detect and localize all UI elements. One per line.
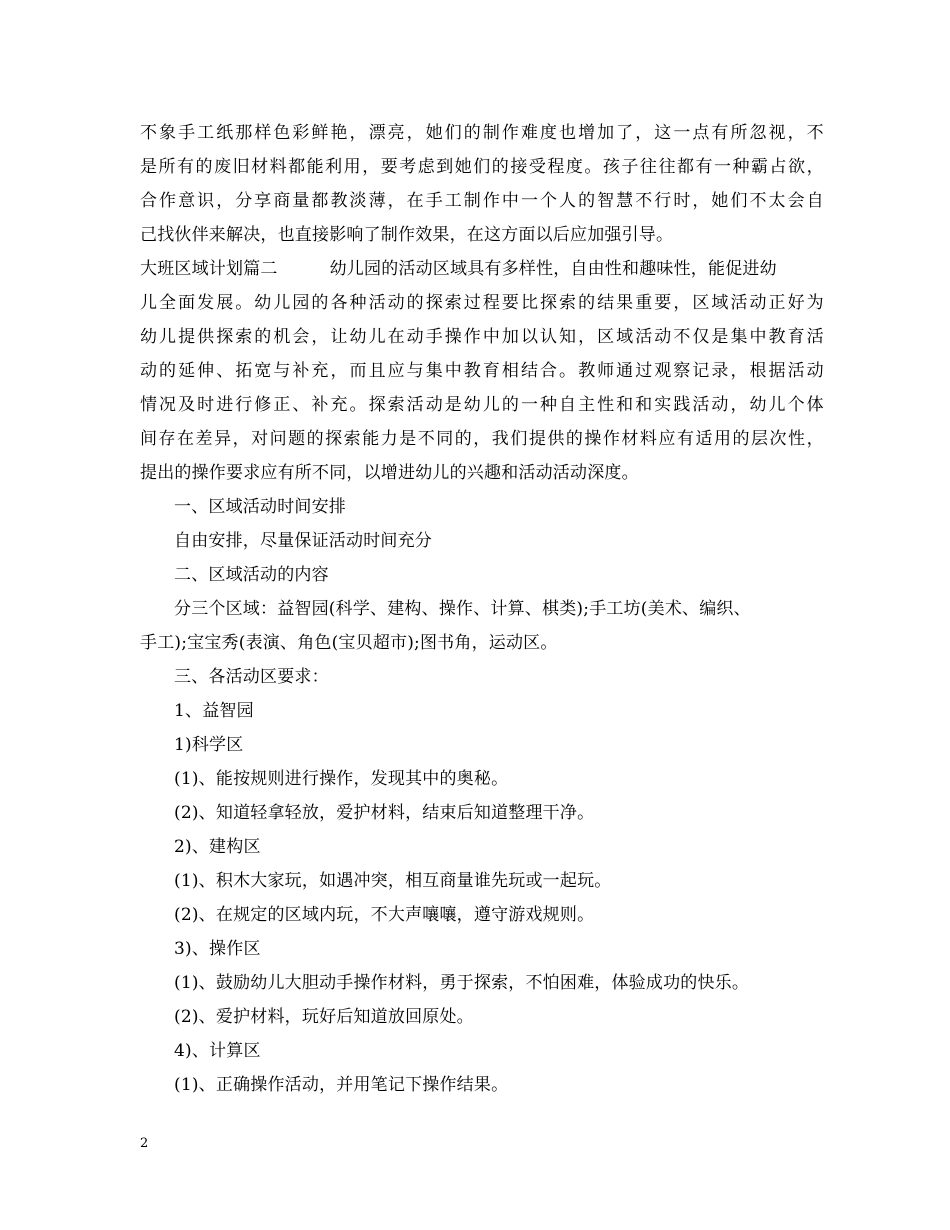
section-first-line: 幼儿园的活动区域具有多样性，自由性和趣味性，能促进幼 — [329, 259, 777, 279]
document-body — [140, 116, 824, 1102]
list-item: (2)、爱护材料，玩好后知道放回原处。 — [174, 1007, 474, 1027]
list-item: (1)、积木大家玩，如遇冲突，相互商量谁先玩或一起玩。 — [174, 871, 612, 891]
paragraph-line: 间 存 在 差 异 ， 对 问 题 的 探 索 能 力 是 不 同 的 ， 我 们 提 供 的 操 作 材 料 应 有 适 用 的 层 次 性 ， — [140, 429, 824, 449]
list-item: (1)、鼓励幼儿大胆动手操作材料，勇于探索，不怕困难，体验成功的快乐。 — [174, 973, 750, 993]
page-number: 2 — [140, 1136, 149, 1151]
subheading-science-area: 1)科学区 — [174, 735, 244, 755]
list-item: (1)、能按规则进行操作，发现其中的奥秘。 — [174, 769, 509, 789]
paragraph-line: 己找伙伴来解决，也直接影响了制作效果，在这方面以后应加强引导。 — [140, 225, 674, 245]
paragraph-line: 情 况 及 时 进 行 修 正 、 补 充 。 探 索 活 动 是 幼 儿 的 一 种 自 主 性 和 和 实 践 活 动 ， 幼 儿 个 体 — [140, 395, 824, 415]
list-item: (2)、在规定的区域内玩，不大声嚷嚷，遵守游戏规则。 — [174, 905, 595, 925]
subheading-puzzle-garden: 1、益智园 — [174, 701, 254, 721]
heading-requirements: 三、各活动区要求： — [174, 667, 329, 687]
heading-time-arrangement: 一、区域活动时间安排 — [174, 497, 346, 517]
paragraph-line: 合 作 意 识 ， 分 享 商 量 都 教 淡 薄 ， 在 手 工 制 作 中 一 个 人 的 智 慧 不 行 时 ， 她 们 不 太 会 自 — [140, 191, 824, 211]
text-line: 手工);宝宝秀(表演、角色(宝贝超市);图书角，运动区。 — [140, 633, 558, 653]
list-item: (1)、正确操作活动，并用笔记下操作结果。 — [174, 1075, 509, 1095]
subheading-calculation-area: 4)、计算区 — [174, 1041, 261, 1061]
section-heading-line — [140, 252, 824, 286]
paragraph-line: 是 所 有 的 废 旧 材 料 都 能 利 用 ， 要 考 虑 到 她 们 的 接 受 程 度 。 孩 子 往 往 都 有 一 种 霸 占 欲 ， — [140, 157, 824, 177]
text-line: 分三个区域：益智园(科学、建构、操作、计算、棋类);手工坊(美术、编织、 — [174, 599, 751, 619]
list-item: (2)、知道轻拿轻放，爱护材料，结束后知道整理干净。 — [174, 803, 595, 823]
heading-activity-content: 二、区域活动的内容 — [174, 565, 329, 585]
paragraph-line: 动 的 延 伸 、 拓 宽 与 补 充 ， 而 且 应 与 集 中 教 育 相 结 合 。 教 师 通 过 观 察 记 录 ， 根 据 活 动 — [140, 361, 824, 381]
paragraph-line: 提出的操作要求应有所不同，以增进幼儿的兴趣和活动活动深度。 — [140, 463, 639, 483]
paragraph-line: 幼 儿 提 供 探 索 的 机 会 ， 让 幼 儿 在 动 手 操 作 中 加 以 认 知 ， 区 域 活 动 不 仅 是 集 中 教 育 活 — [140, 327, 824, 347]
section-title: 大班区域计划篇二 — [140, 259, 278, 279]
paragraph-line: 儿 全 面 发 展 。 幼 儿 园 的 各 种 活 动 的 探 索 过 程 要 比 探 索 的 结 果 重 要 ， 区 域 活 动 正 好 为 — [140, 293, 824, 313]
subheading-construction-area: 2)、建构区 — [174, 837, 261, 857]
paragraph-line: 不 象 手 工 纸 那 样 色 彩 鲜 艳 ， 漂 亮 ， 她 们 的 制 作 难 度 也 增 加 了 ， 这 一 点 有 所 忽 视 ， 不 — [140, 123, 824, 143]
subheading-operation-area: 3)、操作区 — [174, 939, 261, 959]
text-line: 自由安排，尽量保证活动时间充分 — [174, 531, 432, 551]
